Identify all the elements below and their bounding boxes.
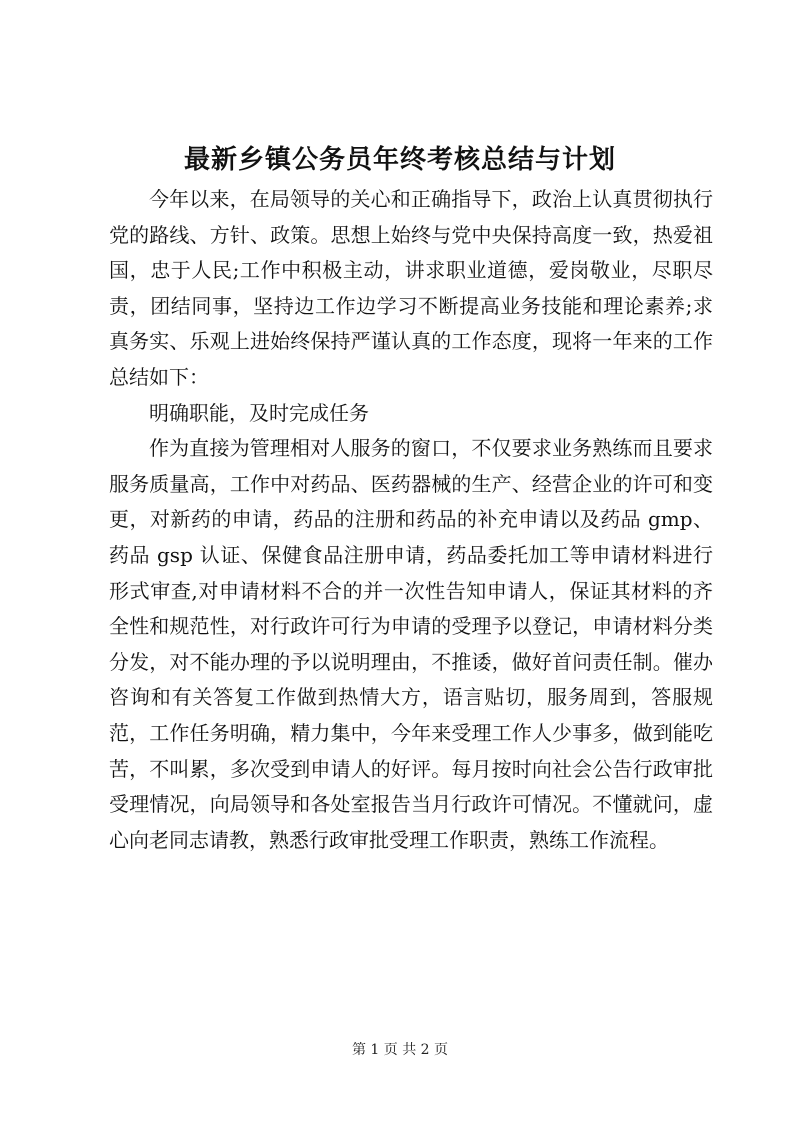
page-footer: 第 1 页 共 2 页: [351, 1042, 449, 1058]
document-body: [109, 182, 713, 858]
document-title: 最新乡镇公务员年终考核总结与计划: [183, 145, 616, 175]
section-heading: 明确职能，及时完成任务: [149, 400, 369, 425]
paragraph-intro: 今年以来，在局领导的关心和正确指导下，政治上认真贯彻执行党的路线、方针、政策。思想上始终与党中央保持高度一致，热爱祖国，忠于人民;工作中积极主动，讲求职业道德，爱岗敬业，尽职尽责，团结同事，坚持边工作边学习不断提高业务技能和理论素养;求真务实、乐观上进始终保持严谨认真的工作态度，现将一年来的工作总结如下：: [109, 187, 713, 389]
paragraph-duties: 作为直接为管理相对人服务的窗口，不仅要求业务熟练而且要求服务质量高，工作中对药品、医药器械的生产、经营企业的许可和变更，对新药的申请，药品的注册和药品的补充申请以及药品 gmp、药品 gsp 认证、保健食品注册申请，药品委托加工等申请材料进行形式审查,对申请材料不合的并一次性告知申请人，保证其材料的齐全性和规范性，对行政许可行为申请的受理予以登记，申请材料分类分发，对不能办理的予以说明理由，不推诿，做好首问责任制。催办咨询和有关答复工作做到热情大方，语言贴切，服务周到，答服规范，工作任务明确，精力集中，今年来受理工作人少事多，做到能吃苦，不叫累，多次受到申请人的好评。每月按时向社会公告行政审批受理情况，向局领导和各处室报告当月行政许可情况。不懂就问，虚心向老同志请教，熟悉行政审批受理工作职责，熟练工作流程。: [109, 436, 713, 852]
